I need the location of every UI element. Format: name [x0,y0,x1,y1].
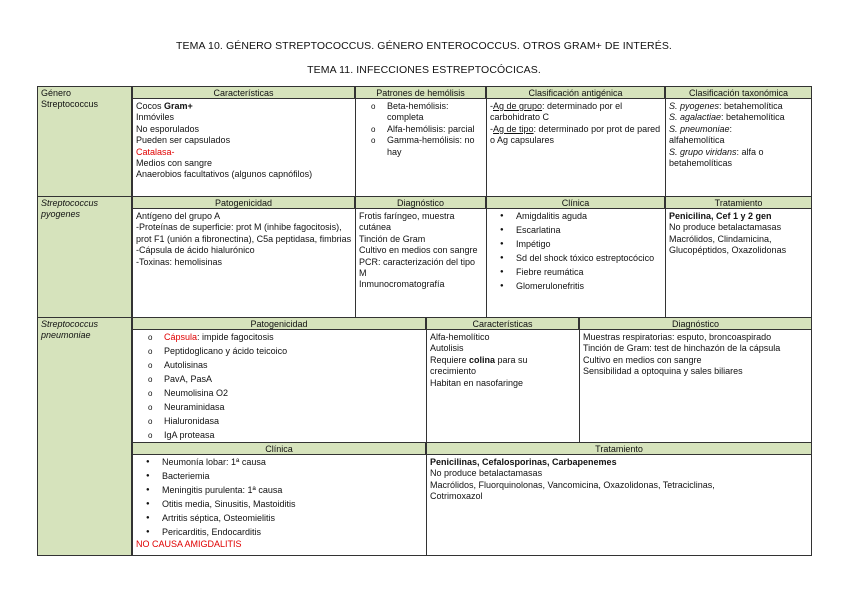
tax-pneumoniae: S. pneumoniae: [669,123,733,134]
genero-taxonomica-cell [665,86,812,196]
pneu-diag-2: Cultivo en medios con sangre [583,354,702,365]
pneu-cli-5: ● Pericarditis, Endocarditis [136,527,423,538]
header-pyo-diagnostico: Diagnóstico [356,197,486,209]
pyo-diag-2: Cultivo en medios con sangre [359,245,478,256]
pneu-caracteristicas-cell [426,317,579,442]
pyo-cli-2: ● Impétigo [490,239,662,250]
pneu-trat-1: Macrólidos, Fluorquinolonas, Vancomicina, Oxazolidonas, Tetraciclinas, Cotrimoxazol [430,479,715,502]
pneu-diag-3: Sensibilidad a optoquina y sales biliares [583,366,743,377]
pyo-cli-0: ● Amigdalitis aguda [490,211,662,222]
header-pyo-patogenicidad: Patogenicidad [133,197,355,209]
pyo-trat-bold: Penicilina, Cef 1 y 2 gen [669,211,772,221]
pneu-pat-3: o Neumolisina O2 [136,388,423,399]
pneu-pat-1: o Autolisinas [136,360,423,371]
pneu-trat-0: No produce betalactamasas [430,468,543,479]
pneu-tratamiento-cell [426,442,812,556]
pyo-trat-0: No produce betalactamasas [669,222,782,233]
pneu-cli-1: ● Bacteriemia [136,471,423,482]
pneumoniae-label-cell [37,317,132,556]
genero-caracteristicas-cell [132,86,355,196]
pneu-trat-bold: Penicilinas, Cefalosporinas, Carbapenemes [430,457,617,467]
pneu-pat-6: o IgA proteasa [136,430,423,441]
genero-hemolisis-cell [355,86,486,196]
hemolisis-gamma: o Gamma-hemólisis: no hay [359,135,483,158]
tax-viridans: S. grupo viridans: alfa o [669,146,764,157]
pyo-diag-0: Frotis faríngeo, muestra cutánea [359,211,455,233]
pneu-pat-capsula: o Cápsula: impide fagocitosis [136,332,423,343]
pneu-pat-0: o Peptidoglicano y ácido teicoico [136,346,423,357]
ag-grupo: -Ag de grupo: determinado por el carbohidrato C [490,101,623,123]
tax-pyogenes: S. pyogenes: betahemolítica [669,101,783,111]
hemolisis-alfa: o Alfa-hemólisis: parcial [359,124,483,135]
pneu-no-amigdalitis: NO CAUSA AMIGDALITIS [136,539,242,549]
car-capsulados: Pueden ser capsulados [136,135,231,146]
header-pneu-tratamiento: Tratamiento [427,443,811,455]
pneu-diag-1: Tinción de Gram: test de hinchazón de la cápsula [583,343,781,354]
pneu-pat-4: o Neuraminidasa [136,402,423,413]
header-pneu-caracteristicas: Características [427,318,579,330]
pyogenes-label-1: Streptococcus [41,198,99,208]
pneu-diagnostico-cell [579,317,812,442]
genero-label-2: Streptococcus [41,99,99,110]
pyo-pat-1: -Proteínas de superficie: prot M (inhibe fagocitosis), prot F1 (unión a fibronectina), C5a peptidasa, fimbrias [136,222,352,244]
pyo-pat-2: -Cápsula de ácido hialurónico [136,245,255,256]
header-pneu-diagnostico: Diagnóstico [580,318,811,330]
car-inmoviles: Inmóviles [136,112,175,123]
pneu-cli-4: ● Artritis séptica, Osteomielitis [136,513,423,524]
pyo-trat-1: Macrólidos, Clindamicina, Glucopéptidos, Oxazolidonas [669,233,787,256]
pyo-cli-1: ● Escarlatina [490,225,662,236]
pneu-pat-2: o PavA, PasA [136,374,423,385]
pyogenes-patogenicidad-cell [132,196,355,317]
pneu-pat-5: o Hialuronidasa [136,416,423,427]
pneu-cli-0: ● Neumonía lobar: 1ª causa [136,457,423,468]
pyo-cli-5: ● Glomerulonefritis [490,281,662,292]
car-catalasa: Catalasa- [136,146,175,157]
header-pneu-clinica: Clínica [133,443,426,455]
pyogenes-label-2: pyogenes [41,209,81,220]
genero-label-1: Género [41,88,72,98]
car-no-esporulados: No esporulados [136,123,200,134]
tax-pneumoniae-2: alfahemolítica [669,135,725,146]
pneu-clinica-cell [132,442,426,556]
pneu-patogenicidad-cell [132,317,426,442]
pneu-cli-2: ● Meningitis purulenta: 1ª causa [136,485,423,496]
genero-label-cell [37,86,132,196]
car-gram: Gram+ [164,101,193,111]
pyogenes-diagnostico-cell [355,196,486,317]
pneu-cli-3: ● Otitis media, Sinusitis, Mastoiditis [136,499,423,510]
ag-tipo: -Ag de tipo: determinado por prot de pared o Ag capsulares [490,123,661,146]
hemolisis-beta: o Beta-hemólisis: completa [359,101,483,124]
header-antigenica: Clasificación antigénica [487,87,665,99]
pyo-diag-1: Tinción de Gram [359,233,426,244]
pyogenes-tratamiento-cell [665,196,812,317]
pneu-diag-0: Muestras respiratorias: esputo, broncoaspirado [583,332,772,342]
title-tema-11: TEMA 11. INFECCIONES ESTREPTOCÓCICAS. [307,64,541,76]
tax-viridans-2: betahemolíticas [669,158,733,169]
pneu-car-3: Requiere colina para su crecimiento [430,354,528,377]
pyo-diag-3: PCR: caracterización del tipo M [359,256,476,279]
header-pyo-tratamiento: Tratamiento [666,197,811,209]
pneu-car-4: Habitan en nasofaringe [430,377,524,388]
pneumoniae-label-1: Streptococcus [41,319,99,329]
pyogenes-label-cell [37,196,132,317]
title-tema-10: TEMA 10. GÉNERO STREPTOCOCCUS. GÉNERO ENTEROCOCCUS. OTROS GRAM+ DE INTERÉS. [176,40,672,52]
pyo-pat-0: Antígeno del grupo A [136,211,221,221]
pyo-cli-4: ● Fiebre reumática [490,267,662,278]
tax-agalactiae: S. agalactiae: betahemolítica [669,112,785,123]
pyogenes-clinica-cell [486,196,665,317]
car-cocos: Cocos [136,101,165,111]
header-taxonomica: Clasificación taxonómica [666,87,811,99]
genero-antigenica-cell [486,86,665,196]
pneu-car-2: Autolisis [430,343,464,354]
header-pneu-patogenicidad: Patogenicidad [133,318,426,330]
pyo-diag-4: Inmunocromatografía [359,279,445,290]
pyo-pat-3: -Toxinas: hemolisinas [136,256,223,267]
car-medios: Medios con sangre [136,158,213,169]
pyo-cli-3: ● Sd del shock tóxico estreptocócico [490,253,662,264]
car-anaerobios: Anaerobios facultativos (algunos capnófilos) [136,169,313,180]
header-pyo-clinica: Clínica [487,197,665,209]
pneu-car-1: Alfa-hemolítico [430,332,490,342]
header-hemolisis: Patrones de hemólisis [356,87,486,99]
header-caracteristicas: Características [133,87,355,99]
pneumoniae-label-2: pneumoniae [41,330,91,341]
